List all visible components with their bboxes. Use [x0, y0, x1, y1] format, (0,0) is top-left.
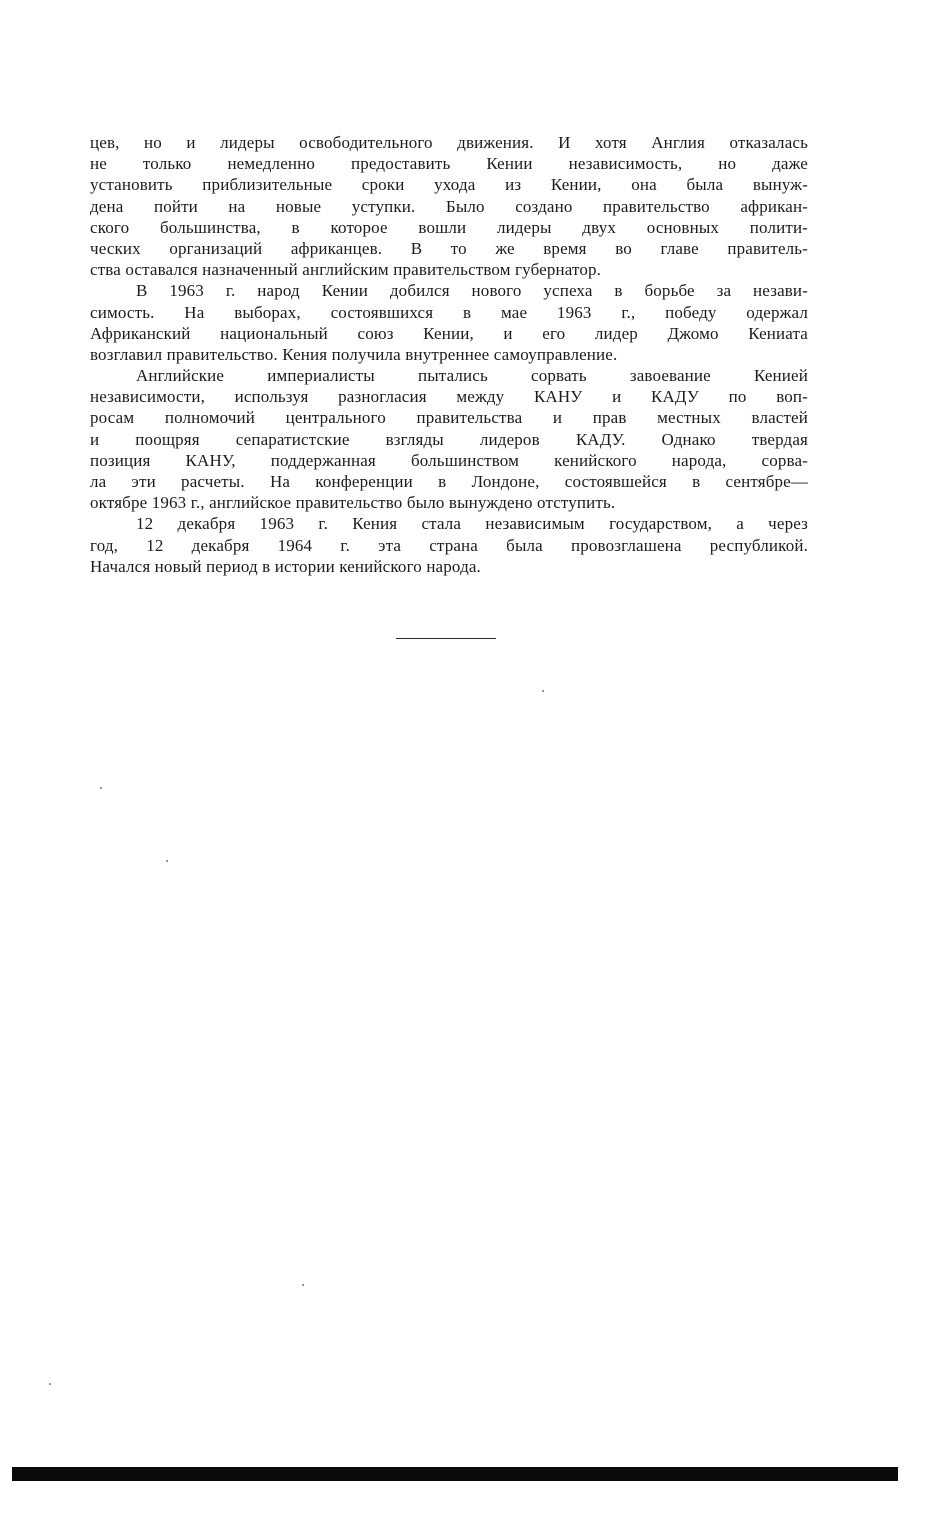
- section-divider: [396, 638, 496, 639]
- scan-speck: [302, 1284, 304, 1286]
- text-line: росам полномочий центрального правительства и прав местных властей: [90, 408, 808, 428]
- scan-edge-bar: [12, 1467, 898, 1481]
- scan-speck: [166, 860, 168, 862]
- text-line: октябре 1963 г., английское правительство было вынуждено отступить.: [90, 493, 616, 513]
- text-line: ства оставался назначенный английским правительством губернатор.: [90, 260, 602, 280]
- scan-speck: [542, 690, 544, 692]
- text-line: цев, но и лидеры освободительного движения. И хотя Англия отказалась: [90, 133, 808, 152]
- scan-speck: [49, 1383, 51, 1385]
- text-line: Начался новый период в истории кенийского народа.: [90, 556, 481, 576]
- text-line: позиция КАНУ, поддержанная большинством кенийского народа, сорва-: [90, 450, 808, 470]
- text-line: установить приблизительные сроки ухода из Кении, она была вынуж-: [90, 175, 808, 195]
- text-line: симость. На выборах, состоявшихся в мае 1963 г., победу одержал: [90, 302, 808, 322]
- text-line: В 1963 г. народ Кении добился нового успеха в борьбе за незави-: [136, 281, 808, 301]
- body-text: [90, 132, 808, 577]
- text-line: и поощряя сепаратистские взгляды лидеров КАДУ. Однако твердая: [90, 429, 808, 449]
- text-line: Английские империалисты пытались сорвать завоевание Кенией: [136, 366, 808, 386]
- text-line: ла эти расчеты. На конференции в Лондоне, состоявшейся в сентябре—: [90, 472, 808, 491]
- text-line: дена пойти на новые уступки. Было создано правительство африкан-: [90, 196, 808, 216]
- text-line: возглавил правительство. Кения получила внутреннее самоуправление.: [90, 344, 618, 364]
- text-line: Африканский национальный союз Кении, и его лидер Джомо Кениата: [90, 323, 808, 343]
- scan-speck: [100, 787, 102, 789]
- text-line: не только немедленно предоставить Кении независимость, но даже: [90, 154, 808, 174]
- text-line: год, 12 декабря 1964 г. эта страна была провозглашена республикой.: [90, 535, 808, 555]
- text-line: независимости, используя разногласия между КАНУ и КАДУ по воп-: [90, 387, 808, 407]
- text-line: 12 декабря 1963 г. Кения стала независимым государством, а через: [136, 514, 808, 534]
- text-line: ческих организаций африканцев. В то же время во главе правитель-: [90, 238, 808, 258]
- text-line: ского большинства, в которое вошли лидеры двух основных полити-: [90, 217, 808, 237]
